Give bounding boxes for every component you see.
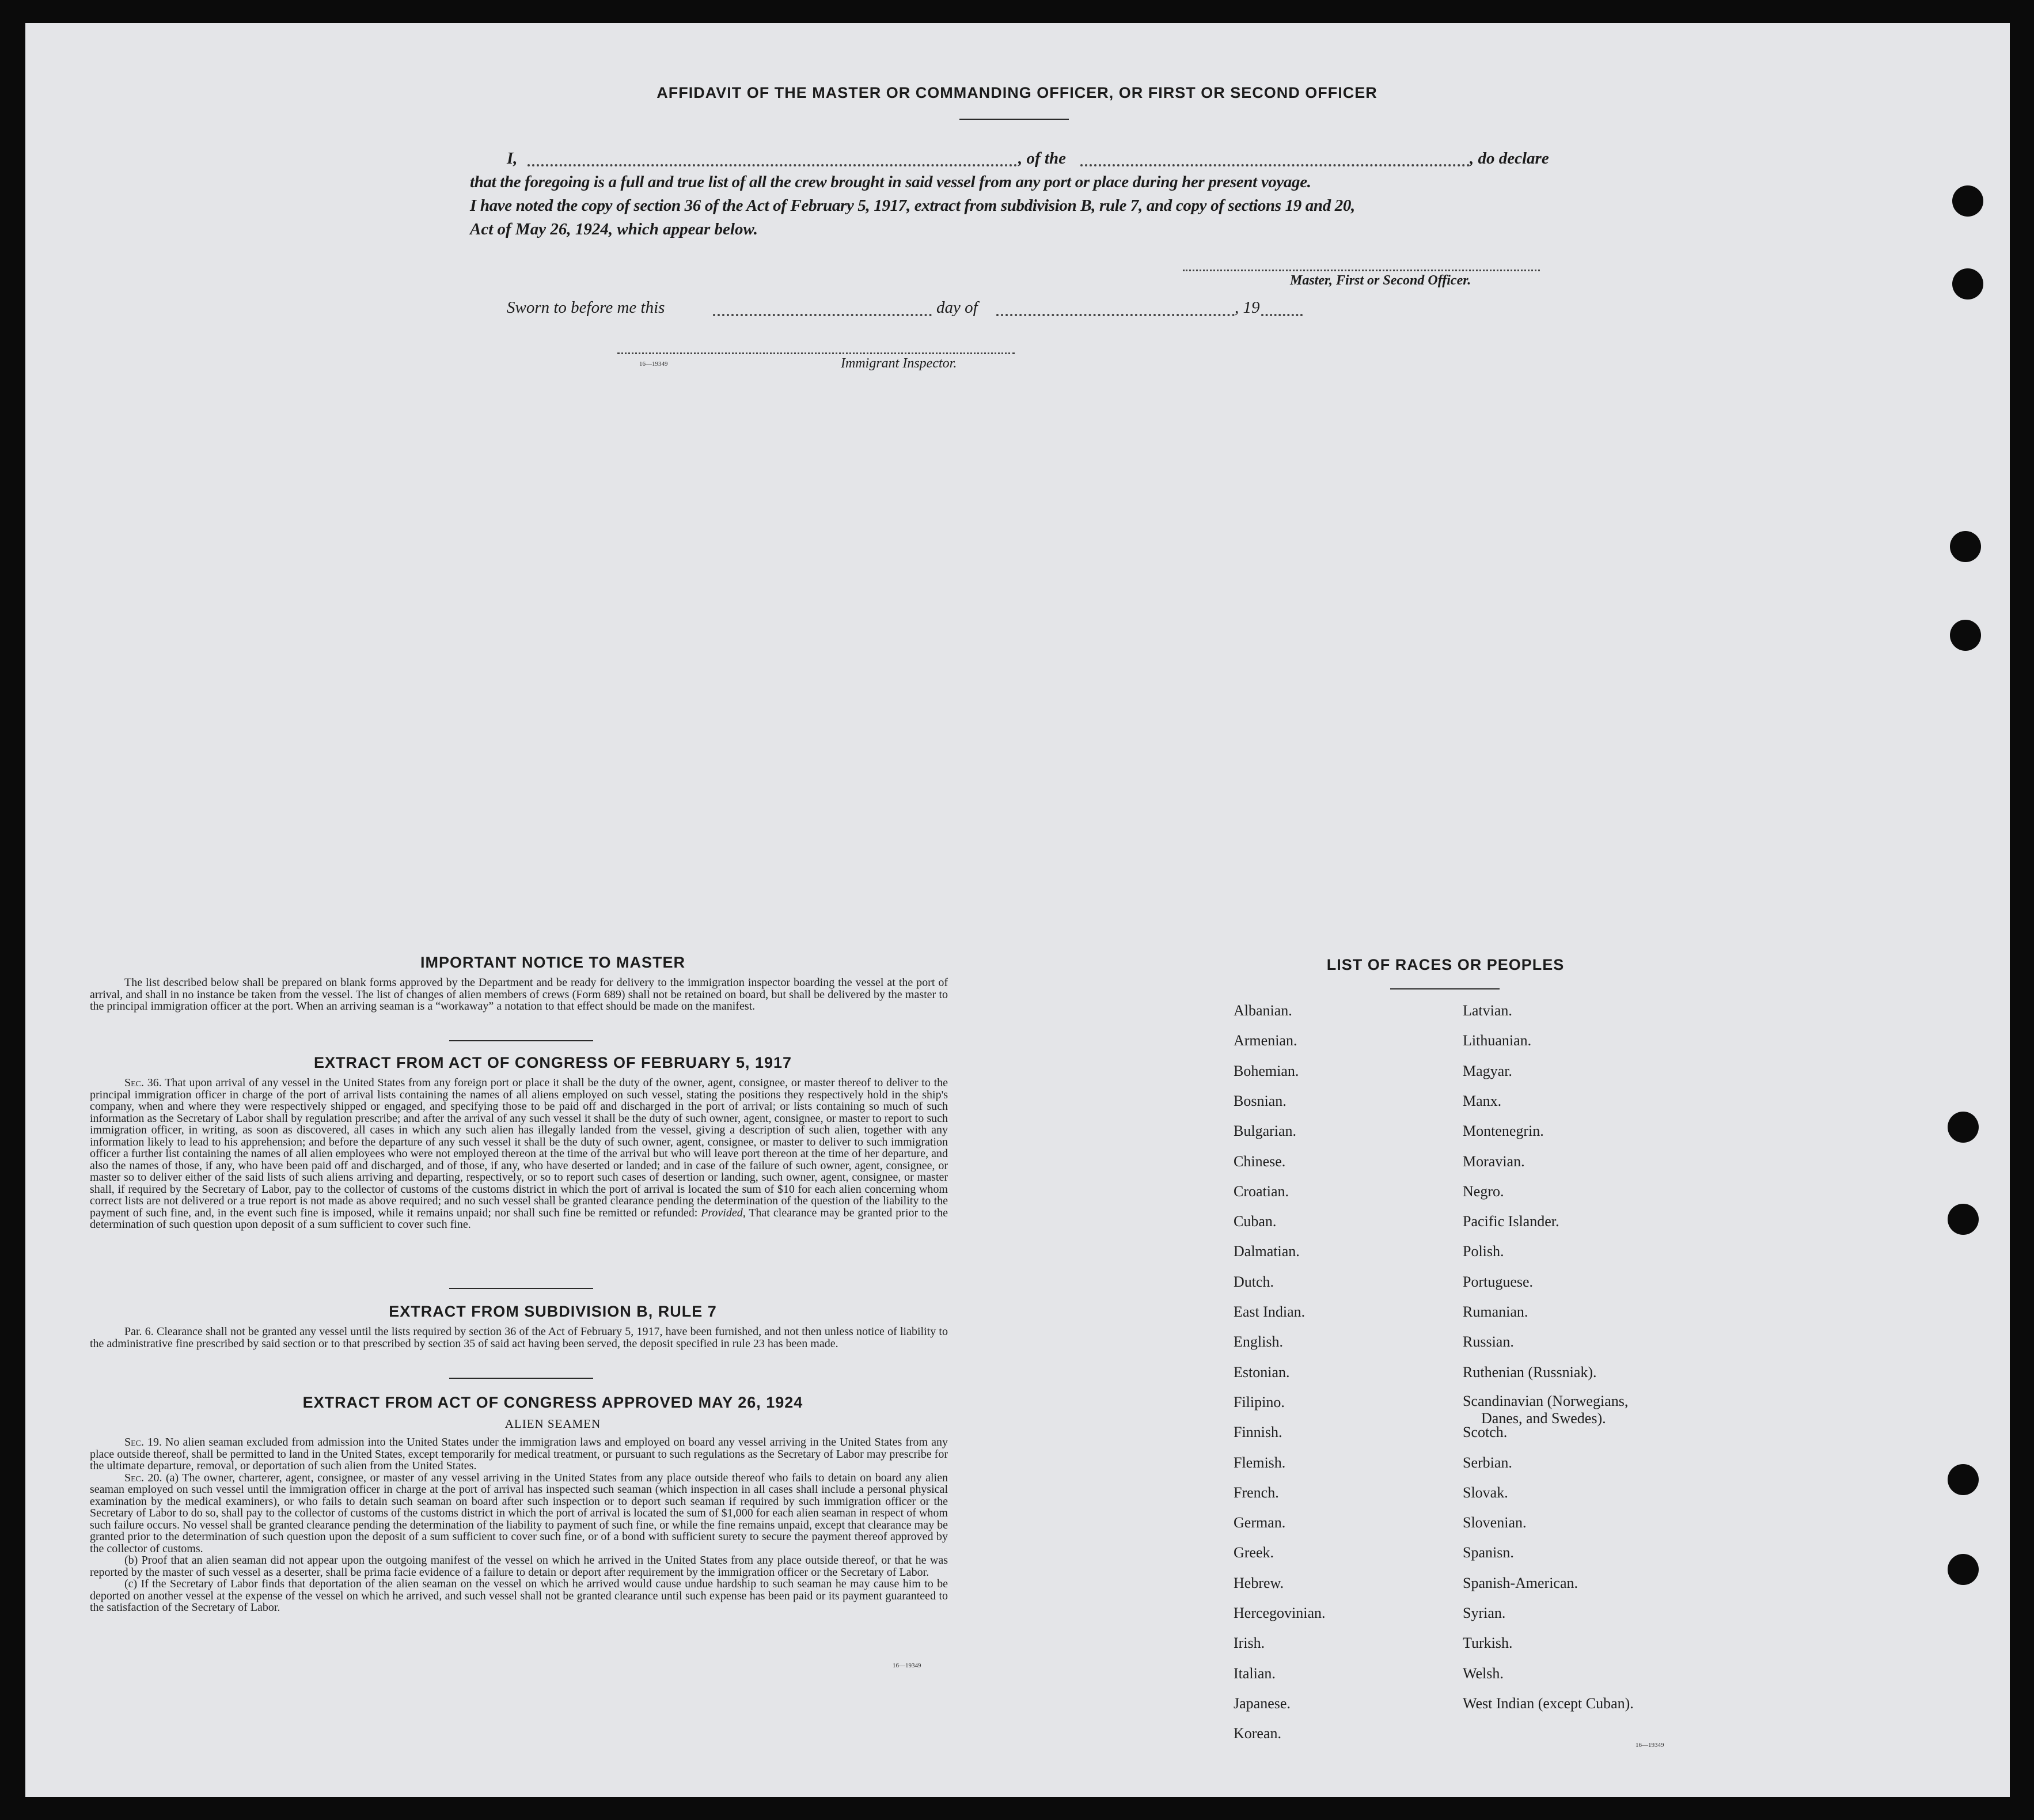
inspector-label: Immigrant Inspector.	[841, 356, 957, 371]
form-number: 16—19349	[893, 1662, 921, 1669]
year-prefix: , 19	[1235, 298, 1260, 317]
race-item: French.	[1234, 1484, 1279, 1501]
section-20-label: Sec. 20.	[124, 1471, 162, 1484]
section-36-text: That upon arrival of any vessel in the United States from any foreign port or place it shall be the duty of the owner, agent, consignee, or master thereof to deliver to the principal immigration officer in charge of the port of arrival lists containing the names of all aliens employed on such vessel, stating the positions they respectively hold in the ship's company, when and where they were respectively shipped or engaged, and specifying those to be paid off and discharged in the port of arrival; or lists containing so much of such information as the Secretary of Labor shall by regulation prescribe; and after the arrival of any such vessel it shall be the duty of such owner, agent, consignee, or master to report to such immigration officer, in writing, as soon as discovered, all cases in which any such alien has illegally landed from the vessel, giving a description of such alien, together with any information likely to lead to his apprehension; and before the departure of any such vessel it shall be the duty of such owner, agent, consignee, or master to deliver to such immigration officer a further list containing the names of all alien employees who were not employed thereon at the time of the arrival but who will leave port thereon at the time of her departure, and also the names of those, if any, who have been paid off and discharged, and of those, if any, who have deserted or landed; and in case of the failure of such owner, agent, consignee, or master so to deliver either of the said lists of such aliens arriving and departing, respectively, or so to report such cases of desertion or landing, such owner, agent, consignee, or master shall, if required by the Secretary of Labor, pay to the collector of customs of the customs district in which the port of arrival is located the sum of $10 for each alien concerning whom correct lists are not delivered or a true report is not made as above required; and no such vessel shall be granted clearance pending the determination of the question of the liability to the payment of such fine, and, in the event such fine is imposed, while it remains unpaid; nor shall such fine be remitted or refunded:	[90, 1076, 948, 1219]
notice-body	[90, 977, 948, 1013]
declaration-i: I,	[507, 149, 518, 168]
section-20c-paragraph: (c) If the Secretary of Labor finds that deportation of the alien seaman on the vessel on which he arrived would cause undue hardship to such seaman he may cause him to be deported on another vessel at the expense of the vessel on which he arrived, and such vessel shall not be granted clearance until such expense has been paid or its payment guaranteed to the satisfaction of the Secretary of Labor.	[90, 1578, 948, 1614]
race-item: Serbian.	[1463, 1454, 1512, 1471]
race-item: Spanisn.	[1463, 1544, 1514, 1561]
race-item: Irish.	[1234, 1635, 1265, 1652]
race-item: Latvian.	[1463, 1002, 1512, 1019]
race-item: Bulgarian.	[1234, 1123, 1297, 1140]
punch-hole	[1948, 1554, 1979, 1585]
declaration-line4: Act of May 26, 1924, which appear below.	[470, 220, 758, 238]
race-item: East Indian.	[1234, 1303, 1306, 1320]
punch-hole	[1950, 620, 1981, 651]
race-item: Bosnian.	[1234, 1092, 1287, 1109]
section-20a-text: (a) The owner, charterer, agent, consignee, or master of any vessel arriving in the United States from any place outside thereof who fails to detain on board any alien seaman employed on such vessel until the immigration officer in charge at the port of arrival has inspected such seaman (which inspection in all cases shall include a personal physical examination by the medical examiners), or who fails to detain such seaman on board after such inspection or to deport such seaman if required by such immigration officer or the Secretary of Labor to do so, shall pay to the collector of customs of the customs district in which the port of arrival is located the sum of $1,000 for each alien seaman in respect of whom such failure occurs. No vessel shall be granted clearance pending the determination of the liability to payment of such fine, or while the fine remains unpaid, except that clearance may be granted prior to the determination of such question upon the deposit of a sum sufficient to cover such fine, or of a bond with sufficient surety to secure the payment thereof approved by the collector of customs.	[90, 1471, 948, 1555]
race-item: Montenegrin.	[1463, 1123, 1544, 1140]
race-item: Russian.	[1463, 1333, 1514, 1351]
subdivision-b-body	[90, 1326, 948, 1349]
extract-1924-body	[90, 1436, 948, 1614]
extract-1924-title: EXTRACT FROM ACT OF CONGRESS APPROVED MAY 26, 1924	[302, 1394, 803, 1411]
race-item: English.	[1234, 1333, 1283, 1351]
divider	[1390, 988, 1500, 989]
race-item: Cuban.	[1234, 1213, 1277, 1230]
race-item: Moravian.	[1463, 1152, 1525, 1170]
inspector-line	[617, 352, 1015, 354]
subdivision-b-title: EXTRACT FROM SUBDIVISION B, RULE 7	[389, 1303, 717, 1320]
alien-seamen-subtitle: ALIEN SEAMEN	[504, 1417, 601, 1431]
section-19-paragraph	[90, 1436, 948, 1472]
race-item: Pacific Islander.	[1463, 1213, 1559, 1230]
race-item: Manx.	[1463, 1092, 1502, 1109]
punch-hole	[1948, 1204, 1979, 1235]
form-number: 16—19349	[639, 361, 668, 367]
section-36-paragraph	[90, 1077, 948, 1231]
form-number: 16—19349	[1635, 1742, 1664, 1749]
race-item: Scandinavian (Norwegians,	[1463, 1392, 1629, 1409]
race-item: Ruthenian (Russniak).	[1463, 1363, 1597, 1381]
divider	[449, 1288, 593, 1289]
declaration-line2: that the foregoing is a full and true list of all the crew brought in said vessel from any port or place during her present voyage.	[470, 173, 1311, 191]
race-item: Magyar.	[1463, 1062, 1512, 1079]
race-item: Danes, and Swedes).	[1481, 1409, 1606, 1427]
race-item: Greek.	[1234, 1544, 1274, 1561]
name-blank	[528, 164, 1017, 166]
section-36-label: Sec. 36.	[124, 1076, 162, 1089]
race-item: Finnish.	[1234, 1424, 1282, 1441]
race-item: Slovak.	[1463, 1484, 1508, 1501]
race-item: Lithuanian.	[1463, 1032, 1532, 1049]
race-item: Portuguese.	[1463, 1273, 1534, 1290]
race-item: Flemish.	[1234, 1454, 1286, 1471]
race-item: Scotch.	[1463, 1424, 1508, 1441]
race-item: Chinese.	[1234, 1152, 1286, 1170]
divider	[449, 1378, 593, 1379]
race-item: West Indian (except Cuban).	[1463, 1694, 1634, 1712]
race-item: Armenian.	[1234, 1032, 1297, 1049]
race-item: Filipino.	[1234, 1393, 1285, 1410]
signature-label: Master, First or Second Officer.	[1290, 273, 1471, 288]
year-blank	[1261, 314, 1303, 316]
sworn-text: Sworn to before me this	[507, 298, 665, 317]
extract-1917-title: EXTRACT FROM ACT OF CONGRESS OF FEBRUARY 5, 1917	[313, 1054, 792, 1071]
race-item: Rumanian.	[1463, 1303, 1528, 1320]
divider	[449, 1040, 593, 1041]
races-title: LIST OF RACES OR PEOPLES	[1326, 956, 1565, 973]
day-blank	[713, 314, 932, 316]
race-item: Spanish-American.	[1463, 1574, 1578, 1591]
vessel-blank	[1080, 164, 1470, 166]
punch-hole	[1952, 268, 1983, 299]
race-item: Hercegovinian.	[1234, 1605, 1326, 1621]
race-item: Syrian.	[1463, 1605, 1506, 1621]
provided-word: Provided,	[701, 1206, 746, 1219]
punch-hole	[1948, 1464, 1979, 1495]
race-item: Negro.	[1463, 1182, 1504, 1200]
signature-line	[1183, 270, 1540, 271]
subdivision-b-paragraph: Par. 6. Clearance shall not be granted any vessel until the lists required by section 36 of the Act of February 5, 1917, have been furnished, and not then unless notice of liability to the administrative fine prescribed by said section or to that prescribed by section 35 of said act having been served, the deposit specified in rule 23 has been made.	[90, 1325, 948, 1350]
race-item: German.	[1234, 1514, 1286, 1531]
race-item: Slovenian.	[1463, 1514, 1527, 1531]
race-item: Korean.	[1234, 1725, 1282, 1742]
race-item: Welsh.	[1463, 1664, 1504, 1682]
declaration-do-declare: , do declare	[1470, 149, 1549, 168]
race-item: Croatian.	[1234, 1182, 1289, 1200]
race-item: Japanese.	[1234, 1694, 1291, 1712]
notice-paragraph: The list described below shall be prepared on blank forms approved by the Department and be ready for delivery to the immigration inspector boarding the vessel at the port of arrival, and shall in no instance be taken from the vessel. The list of changes of alien members of crews (Form 689) shall not be retained on board, but shall be delivered by the master to the principal immigration officer at the port. When an arriving seaman is a “workaway” a notation to that effect should be made on the manifest.	[90, 976, 948, 1013]
punch-hole	[1948, 1112, 1979, 1143]
race-item: Italian.	[1234, 1664, 1276, 1682]
declaration-of-the: , of the	[1018, 149, 1066, 168]
month-blank	[996, 314, 1235, 316]
section-19-text: No alien seaman excluded from admission into the United States under the immigration laws and employed on board any vessel arriving in the United States from any place outside thereof, shall be permitted to land in the United States, except temporarily for medical treatment, or pursuant to such regulations as the Secretary of Labor may prescribe for the ultimate departure, removal, or deportation of such alien from the United States.	[90, 1436, 948, 1472]
race-item: Hebrew.	[1234, 1574, 1284, 1591]
day-of: day of	[936, 298, 978, 317]
race-item: Bohemian.	[1234, 1062, 1299, 1079]
race-item: Albanian.	[1234, 1002, 1292, 1019]
notice-title: IMPORTANT NOTICE TO MASTER	[420, 954, 685, 971]
race-item: Polish.	[1463, 1243, 1504, 1260]
extract-1917-body	[90, 1077, 948, 1231]
divider	[959, 119, 1069, 120]
declaration-line3: I have noted the copy of section 36 of the Act of February 5, 1917, extract from subdivision B, rule 7, and copy of sections 19 and 20,	[470, 196, 1355, 215]
race-item: Turkish.	[1463, 1635, 1513, 1652]
race-item: Dalmatian.	[1234, 1243, 1300, 1260]
punch-hole	[1952, 185, 1983, 217]
race-item: Estonian.	[1234, 1363, 1290, 1381]
punch-hole	[1950, 531, 1981, 562]
section-36-end: That clearance may be granted prior to the determination of such question upon deposit of a sum sufficient to cover such fine.	[90, 1206, 948, 1231]
section-20b-paragraph: (b) Proof that an alien seaman did not appear upon the outgoing manifest of the vessel on which he arrived in the United States from any place outside thereof, or that he was reported by the master of such vessel as a deserter, shall be prima facie evidence of a failure to detain or deport after requirement by the immigration officer or the Secretary of Labor.	[90, 1554, 948, 1579]
race-item: Dutch.	[1234, 1273, 1274, 1290]
section-20a-paragraph	[90, 1472, 948, 1555]
affidavit-title: AFFIDAVIT OF THE MASTER OR COMMANDING OFFICER, OR FIRST OR SECOND OFFICER	[657, 84, 1377, 101]
section-19-label: Sec. 19.	[124, 1436, 162, 1449]
